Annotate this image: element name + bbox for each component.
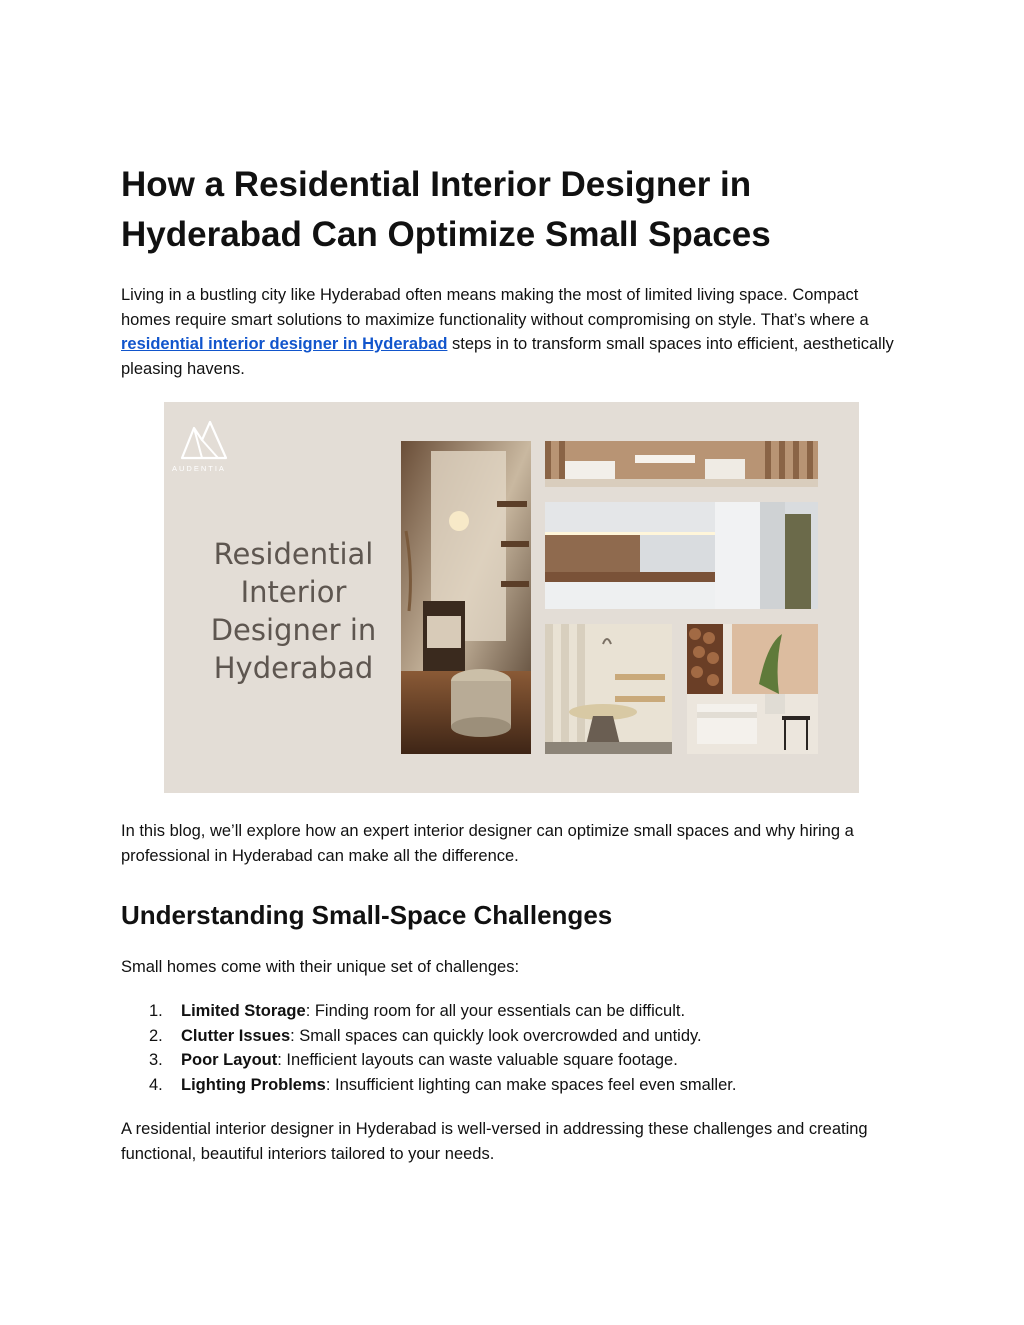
challenge-desc: : Finding room for all your essentials can be difficult. xyxy=(305,1002,686,1020)
challenges-list xyxy=(121,999,881,1097)
list-number: 1. xyxy=(149,1002,163,1020)
banner-title: Residential Interior Designer in Hyderabad xyxy=(210,537,377,685)
page-title: How a Residential Interior Designer in Hyderabad Can Optimize Small Spaces xyxy=(121,165,771,254)
dining-nook-photo xyxy=(545,624,672,754)
intro-paragraph xyxy=(121,283,896,381)
challenge-term: Poor Layout xyxy=(181,1051,278,1069)
sofa-corner-photo xyxy=(687,624,818,754)
list-item xyxy=(121,1024,881,1049)
challenge-desc: : Small spaces can quickly look overcrowded and untidy. xyxy=(290,1026,702,1045)
list-number: 2. xyxy=(149,1026,163,1045)
list-item xyxy=(121,1073,881,1098)
list-number: 3. xyxy=(149,1051,163,1069)
challenges-intro: Small homes come with their unique set of challenges: xyxy=(121,958,520,976)
lounge-photo xyxy=(545,441,818,487)
list-number: 4. xyxy=(149,1075,163,1094)
section-heading: Understanding Small-Space Challenges xyxy=(121,900,613,930)
challenge-term: Limited Storage xyxy=(181,1002,306,1020)
challenge-term: Lighting Problems xyxy=(181,1075,326,1094)
intro-text-after: steps in to transform small spaces into efficient, aesthetically pleasing havens. xyxy=(121,335,894,378)
intro-text-before: Living in a bustling city like Hyderabad often means making the most of limited living space. Compact homes require smart solutions to maximize functionality without compromising on style. That’s where a xyxy=(121,286,869,329)
challenge-desc: : Inefficient layouts can waste valuable square footage. xyxy=(277,1051,678,1069)
hero-banner-image xyxy=(164,402,859,793)
kitchen-photo xyxy=(545,502,818,609)
blog-intro-paragraph: In this blog, we’ll explore how an expert interior designer can optimize small spaces and why hiring a professional in Hyderabad can make all the difference. xyxy=(121,822,854,865)
residential-designer-link[interactable]: residential interior designer in Hyderabad xyxy=(121,335,448,353)
logo-text: AUDENTIA xyxy=(172,464,226,473)
challenge-term: Clutter Issues xyxy=(181,1026,291,1045)
challenge-desc: : Insufficient lighting can make spaces feel even smaller. xyxy=(325,1075,737,1094)
living-room-photo xyxy=(401,441,531,754)
list-item xyxy=(121,999,881,1024)
list-item xyxy=(121,1048,881,1073)
closing-paragraph: A residential interior designer in Hyderabad is well-versed in addressing these challenges and creating functional, beautiful interiors tailored to your needs. xyxy=(121,1120,868,1163)
